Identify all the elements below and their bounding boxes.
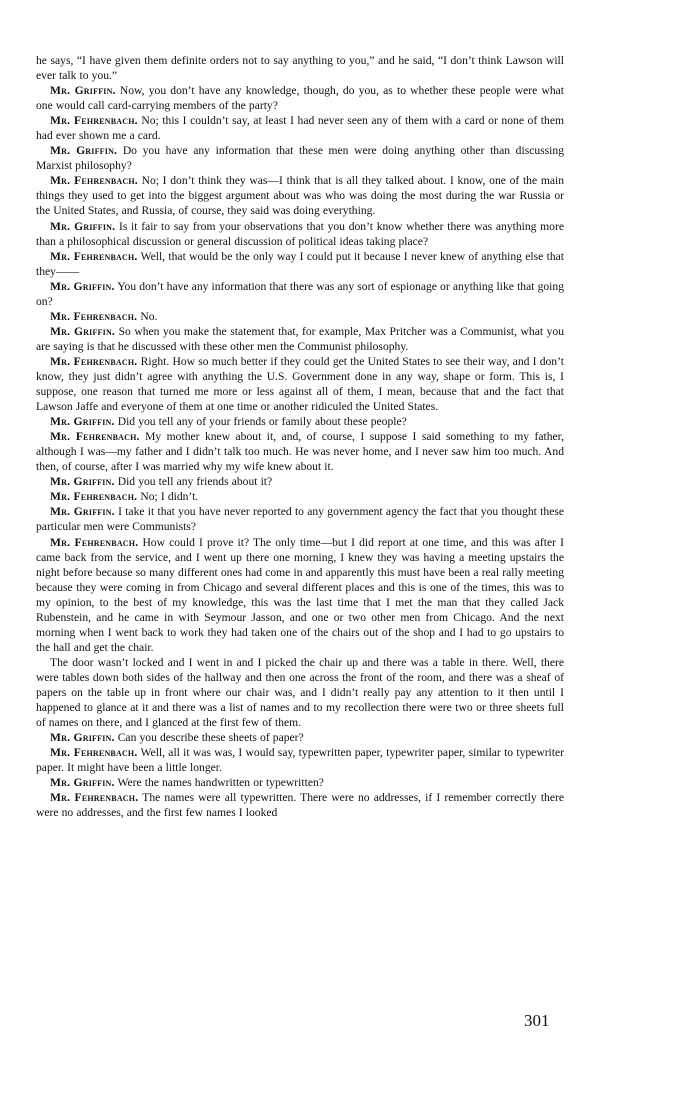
paragraph-9	[36, 309, 564, 324]
paragraph-14	[36, 474, 564, 489]
speaker-label: Mr. Griffin.	[50, 505, 115, 519]
paragraph-text: So when you make the statement that, for example, Max Pritcher was a Communist, what you are saying is that he discussed with these other men the Communist philosophy.	[36, 324, 564, 353]
paragraph-20	[36, 745, 564, 775]
paragraph-16	[36, 504, 564, 534]
paragraph-17	[36, 535, 564, 655]
paragraph-text: The door wasn’t locked and I went in and I picked the chair up and there was a table in there. Well, there were tables down both sides of the hallway and then one across the front of the room, and there was a sheaf of papers on the table up in front where our chair was, and I didn’t really pay any attention to it then until I happened to glance at it and there was a list of names and to my recollection there were two or three sheets full of names on there, and I glanced at the first few of them.	[36, 655, 564, 730]
paragraph-2	[36, 83, 564, 113]
paragraph-text: How could I prove it? The only time—but I did report at one time, and this was after I came back from the service, and I went up there one morning, I knew they was having a meeting upstairs the night before because so many different ones had come in and apparently this must have been a real rally meeting because they were coming in from Chicago and several different places and this is one of the times, this was to my opinion, to the best of my knowledge, this was the last time that I met the man that they called Jack Rubenstein, and he came in with Seymour Jasson, and one or two other men from Chicago. And the next morning when I went back to work they had taken one of the chairs out of the shop and I had to go upstairs to the hall and get the chair.	[36, 535, 564, 654]
paragraph-6	[36, 219, 564, 249]
speaker-label: Mr. Griffin.	[50, 279, 115, 293]
paragraph-text: Is it fair to say from your observations that you don’t know whether there was anything more than a philosophical discussion or general discussion of political ideas taking place?	[36, 219, 564, 248]
paragraph-text: Now, you don’t have any knowledge, though, do you, as to whether these people were what one would call card-carrying members of the party?	[36, 84, 565, 113]
speaker-label: Mr. Fehrenbach.	[50, 535, 139, 549]
speaker-label: Mr. Griffin.	[50, 324, 116, 338]
paragraph-text: Right. How so much better if they could get the United States to see their way, and I don’t know, they just didn’t agree with anything the U.S. Government done in any way, shape or form. This is, I suppose, one reason that turned me more or less against all of them, I mean, because that and the fact that Lawson Jaffe and everyone of them at one time or another ridiculed the United States.	[36, 354, 564, 414]
paragraph-text: Can you describe these sheets of paper?	[117, 731, 304, 745]
paragraph-1	[36, 53, 564, 83]
speaker-label: Mr. Fehrenbach.	[50, 746, 138, 760]
speaker-label: Mr. Griffin.	[50, 731, 115, 745]
paragraph-18	[36, 655, 564, 730]
paragraph-text: No; this I couldn’t say, at least I had never seen any of them with a card or none of them had ever shown me a card.	[36, 114, 564, 143]
speaker-label: Mr. Fehrenbach.	[50, 791, 139, 805]
paragraph-text: No.	[140, 309, 158, 323]
paragraph-19	[36, 730, 564, 745]
paragraph-3	[36, 113, 564, 143]
speaker-label: Mr. Fehrenbach.	[50, 114, 138, 128]
paragraph-text: he says, “I have given them definite orders not to say anything to you,” and he said, “I don’t think Lawson will ever talk to you.”	[36, 54, 564, 83]
speaker-label: Mr. Griffin.	[50, 475, 115, 489]
paragraph-5	[36, 173, 564, 218]
speaker-label: Mr. Fehrenbach.	[50, 354, 138, 368]
paragraph-13	[36, 429, 564, 474]
transcript-body	[36, 53, 564, 820]
paragraph-text: No; I didn’t.	[140, 490, 199, 504]
paragraph-21	[36, 775, 564, 790]
paragraph-11	[36, 354, 564, 414]
paragraph-text: Well, all it was was, I would say, typewritten paper, typewriter paper, similar to typewriter paper. It might have been a little longer.	[36, 746, 565, 775]
paragraph-8	[36, 279, 564, 309]
paragraph-22	[36, 790, 564, 820]
speaker-label: Mr. Fehrenbach.	[50, 490, 138, 504]
speaker-label: Mr. Fehrenbach.	[50, 309, 138, 323]
paragraph-text: No; I don’t think they was—I think that is all they talked about. I know, one of the main things they used to get into the biggest argument about was who was doing the most during the war Russia or the United States, and Russia, of course, they said was doing everything.	[36, 174, 564, 218]
speaker-label: Mr. Fehrenbach.	[50, 174, 138, 188]
speaker-label: Mr. Griffin.	[50, 144, 118, 158]
paragraph-10	[36, 324, 564, 354]
page-number: 301	[524, 1011, 550, 1030]
paragraph-4	[36, 143, 564, 173]
paragraph-text: Do you have any information that these men were doing anything other than discussing Marxist philosophy?	[36, 144, 564, 173]
speaker-label: Mr. Griffin.	[50, 415, 115, 429]
paragraph-text: Did you tell any friends about it?	[117, 475, 273, 489]
paragraph-15	[36, 489, 564, 504]
paragraph-text: You don’t have any information that there was any sort of espionage or anything like that going on?	[36, 279, 564, 308]
speaker-label: Mr. Griffin.	[50, 84, 116, 98]
speaker-label: Mr. Griffin.	[50, 219, 116, 233]
paragraph-12	[36, 414, 564, 429]
speaker-label: Mr. Griffin.	[50, 776, 115, 790]
paragraph-text: Did you tell any of your friends or family about these people?	[117, 415, 407, 429]
paragraph-text: I take it that you have never reported to any government agency the fact that you thought these particular men were Communists?	[36, 505, 564, 534]
paragraph-7	[36, 249, 564, 279]
speaker-label: Mr. Fehrenbach.	[50, 430, 140, 444]
paragraph-text: Were the names handwritten or typewritten?	[117, 776, 324, 790]
paragraph-text: My mother knew about it, and, of course, I suppose I said something to my father, although I was—my father and I didn’t talk too much. He was never home, and I never saw him too much. And then, of course, after I was married why my wife knew about it.	[36, 430, 564, 474]
paragraph-text: The names were all typewritten. There were no addresses, if I remember correctly there were no addresses, and the first few names I looked	[36, 791, 564, 820]
paragraph-text: Well, that would be the only way I could put it because I never knew of anything else that they——	[36, 249, 565, 278]
speaker-label: Mr. Fehrenbach.	[50, 249, 138, 263]
